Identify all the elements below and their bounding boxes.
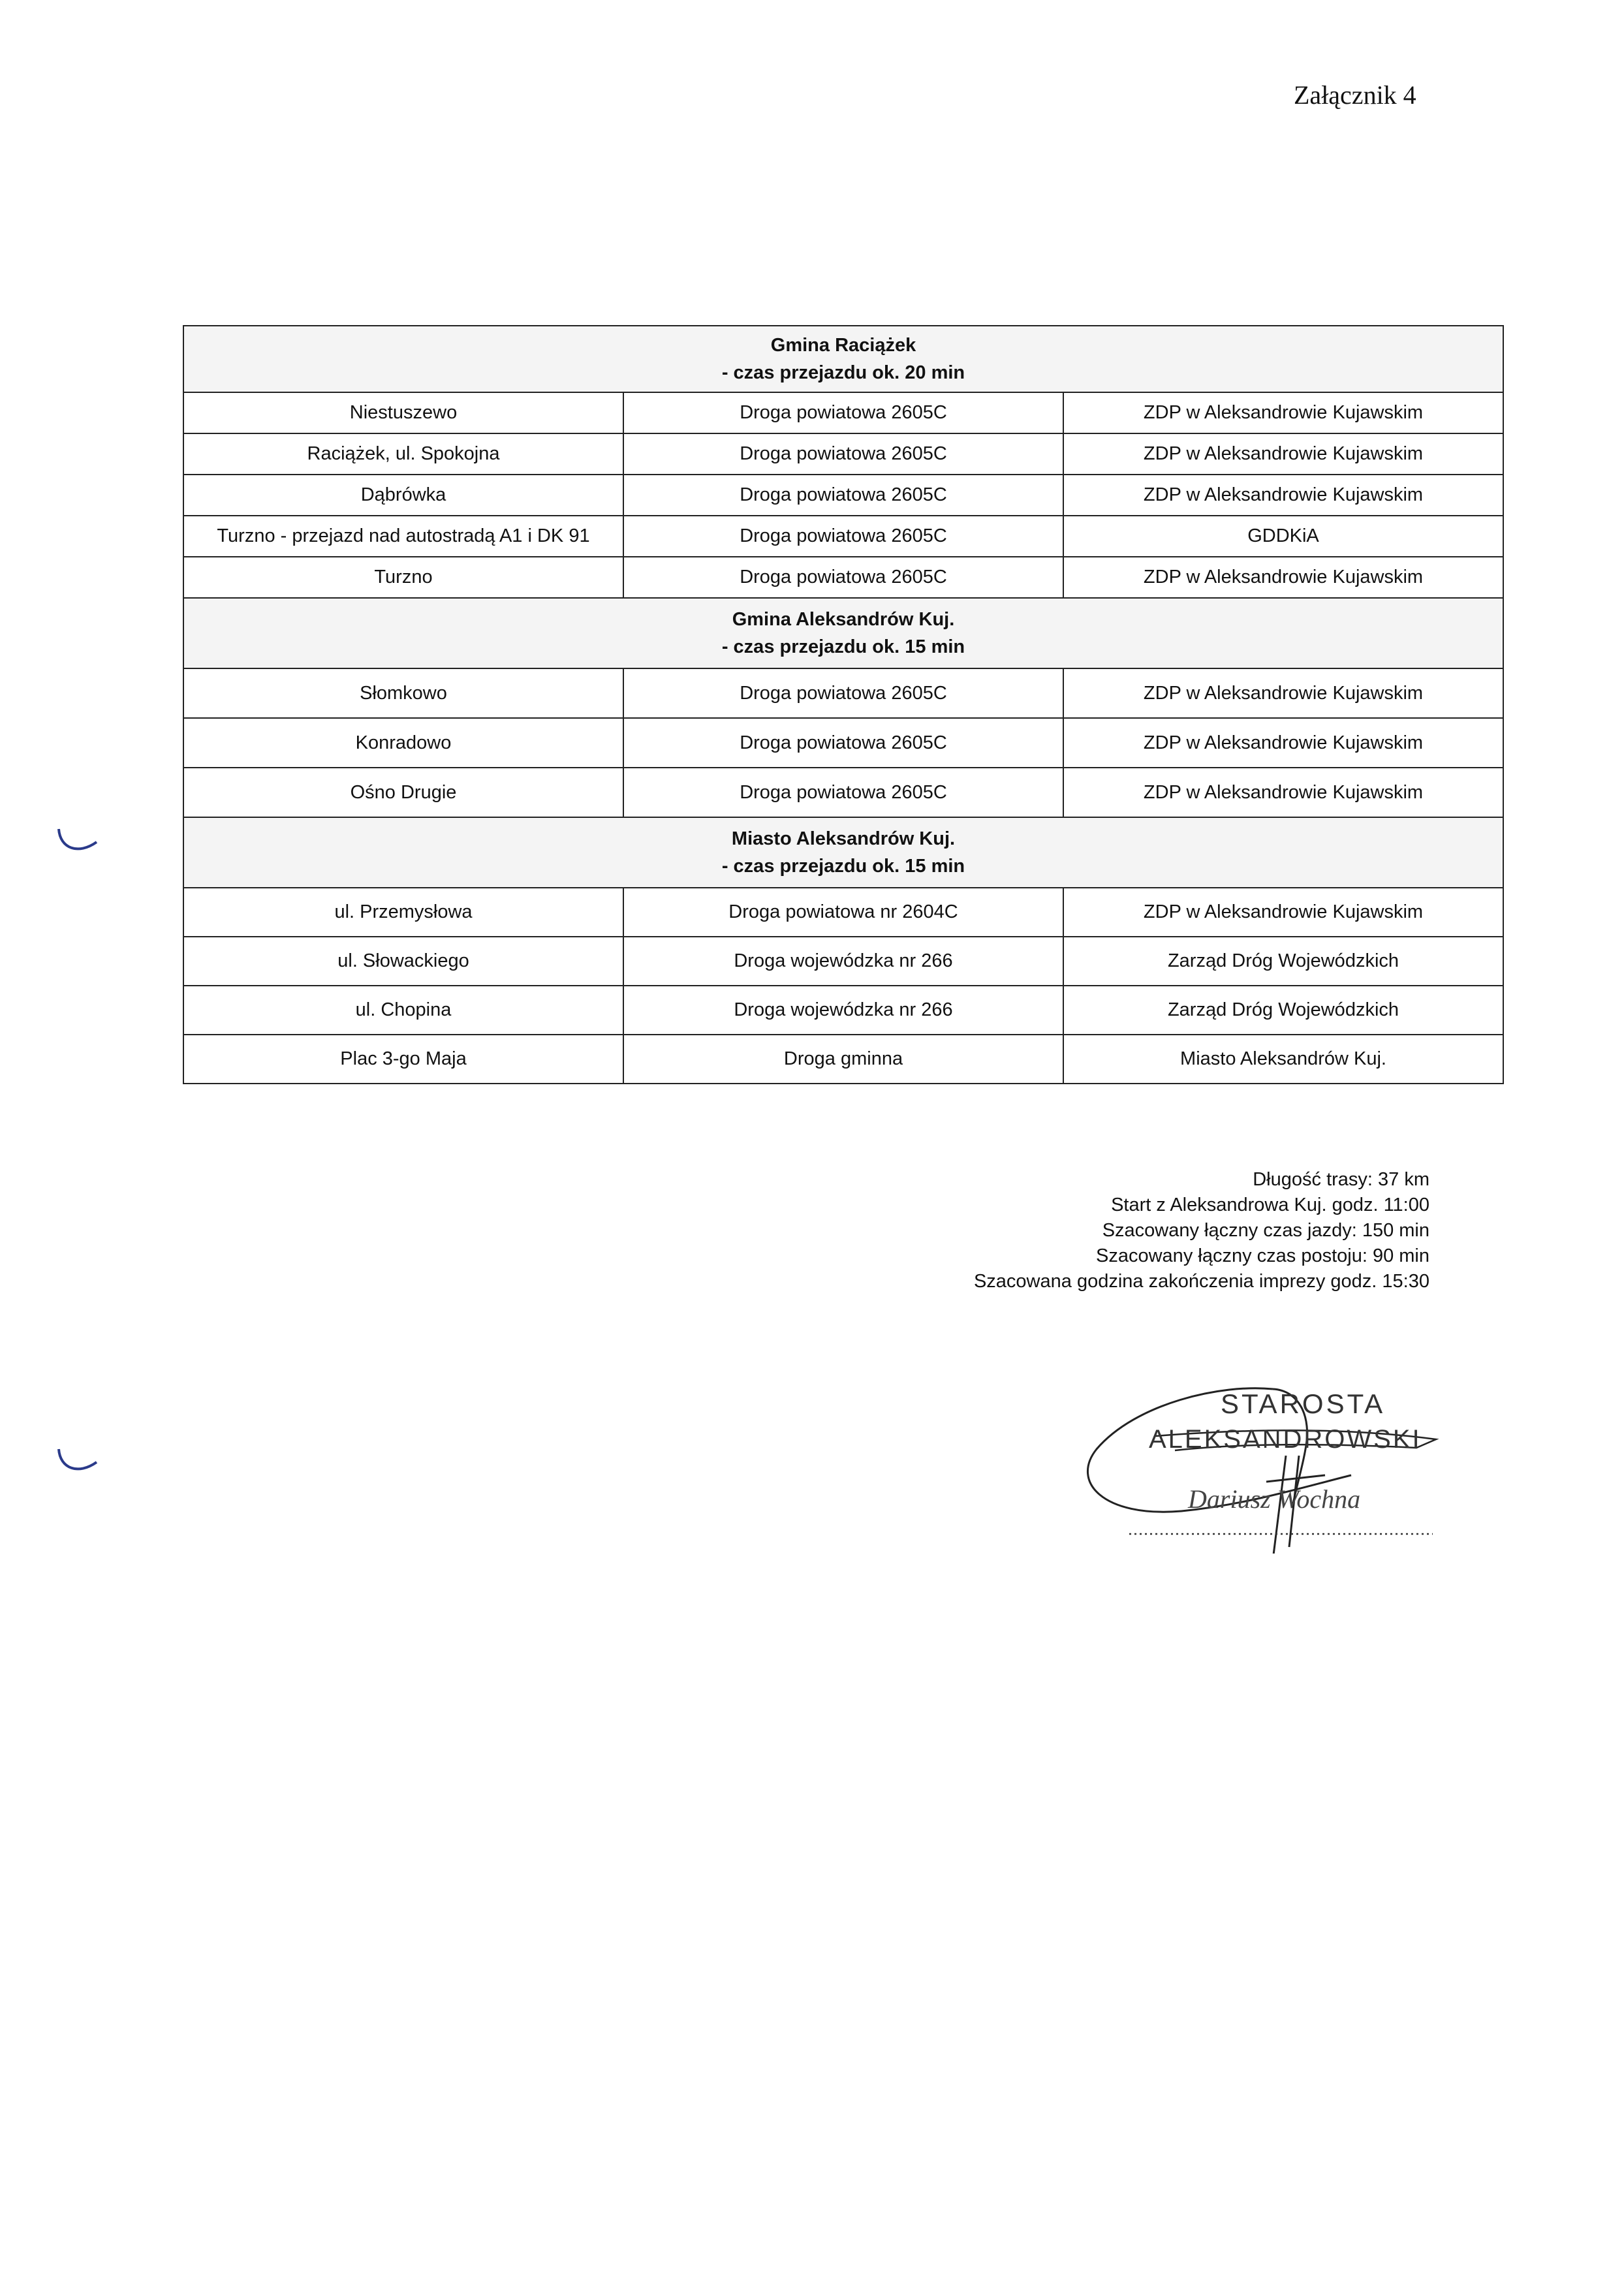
section-title: Gmina Raciążek [770,334,916,356]
stamp-line-2: ALEKSANDROWSKI [1149,1425,1422,1454]
section-title: Gmina Aleksandrów Kuj. [732,608,955,630]
section-header-cell [183,326,1503,392]
scan-mark [52,822,104,862]
location-cell: ul. Przemysłowa [183,888,623,937]
table-row [183,475,1503,516]
stamp-signature-graphic [1077,1377,1443,1554]
section-header [183,326,1503,392]
stamp-line-1: STAROSTA [1221,1388,1386,1419]
location-cell: Raciążek, ul. Spokojna [183,433,623,475]
table-row [183,718,1503,768]
table-row [183,433,1503,475]
road-cell: Droga powiatowa nr 2604C [623,888,1063,937]
table-row [183,557,1503,598]
road-cell: Droga powiatowa 2605C [623,516,1063,557]
location-cell: Ośno Drugie [183,768,623,817]
location-cell: Plac 3-go Maja [183,1035,623,1084]
section-subtitle: - czas przejazdu ok. 20 min [721,362,965,383]
road-cell: Droga powiatowa 2605C [623,668,1063,718]
location-cell: Konradowo [183,718,623,768]
manager-cell: Zarząd Dróg Wojewódzkich [1063,986,1503,1035]
section-header-cell [183,817,1503,888]
end-time: Szacowana godzina zakończenia imprezy godz. 15:30 [973,1271,1429,1292]
section-title: Miasto Aleksandrów Kuj. [731,828,956,849]
manager-cell: GDDKiA [1063,516,1503,557]
attachment-label: Załącznik 4 [1294,80,1416,110]
location-cell: ul. Chopina [183,986,623,1035]
manager-cell: ZDP w Aleksandrowie Kujawskim [1063,768,1503,817]
location-cell: Turzno [183,557,623,598]
table-row [183,768,1503,817]
route-summary [974,1167,1429,1294]
manager-cell: ZDP w Aleksandrowie Kujawskim [1063,433,1503,475]
manager-cell: ZDP w Aleksandrowie Kujawskim [1063,718,1503,768]
route-table [183,325,1504,1084]
stamp-signature-name: Dariusz Wochna [1188,1484,1361,1514]
location-cell: Turzno - przejazd nad autostradą A1 i DK 91 [183,516,623,557]
location-cell: Słomkowo [183,668,623,718]
manager-cell: Miasto Aleksandrów Kuj. [1063,1035,1503,1084]
manager-cell: ZDP w Aleksandrowie Kujawskim [1063,888,1503,937]
road-cell: Droga gminna [623,1035,1063,1084]
road-cell: Droga powiatowa 2605C [623,392,1063,433]
section-header [183,817,1503,888]
road-cell: Droga powiatowa 2605C [623,718,1063,768]
table-row [183,392,1503,433]
section-header-cell [183,598,1503,668]
table-row [183,986,1503,1035]
table-row [183,668,1503,718]
start-time: Start z Aleksandrowa Kuj. godz. 11:00 [1111,1195,1429,1215]
route-length: Długość trasy: 37 km [1253,1169,1429,1190]
section-header [183,598,1503,668]
section-subtitle: - czas przejazdu ok. 15 min [721,856,965,877]
road-cell: Droga powiatowa 2605C [623,768,1063,817]
manager-cell: ZDP w Aleksandrowie Kujawskim [1063,392,1503,433]
road-cell: Droga powiatowa 2605C [623,433,1063,475]
road-cell: Droga wojewódzka nr 266 [623,986,1063,1035]
road-cell: Droga wojewódzka nr 266 [623,937,1063,986]
manager-cell: ZDP w Aleksandrowie Kujawskim [1063,475,1503,516]
scan-mark [52,1443,104,1482]
road-cell: Droga powiatowa 2605C [623,557,1063,598]
official-stamp [1077,1377,1443,1554]
stop-time: Szacowany łączny czas postoju: 90 min [1096,1245,1429,1266]
table-row [183,888,1503,937]
table-row [183,1035,1503,1084]
table-row [183,516,1503,557]
table-row [183,937,1503,986]
route-table-container [183,325,1503,1084]
location-cell: Niestuszewo [183,392,623,433]
location-cell: ul. Słowackiego [183,937,623,986]
driving-time: Szacowany łączny czas jazdy: 150 min [1102,1220,1429,1241]
manager-cell: ZDP w Aleksandrowie Kujawskim [1063,557,1503,598]
location-cell: Dąbrówka [183,475,623,516]
section-subtitle: - czas przejazdu ok. 15 min [721,636,965,657]
manager-cell: Zarząd Dróg Wojewódzkich [1063,937,1503,986]
road-cell: Droga powiatowa 2605C [623,475,1063,516]
manager-cell: ZDP w Aleksandrowie Kujawskim [1063,668,1503,718]
